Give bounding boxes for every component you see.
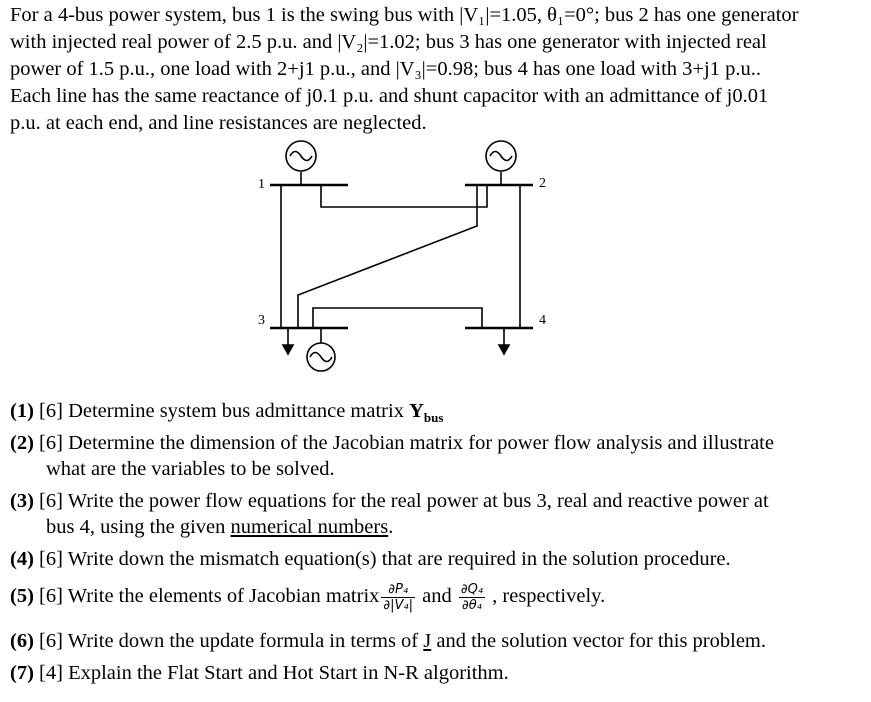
load-4-arrow-icon [499,345,509,354]
line-1-2 [321,185,487,207]
intro-line-3: power of 1.5 p.u., one load with 2+j1 p.u., and |V₃|=0.98; bus 4 has one load with 3+j1 p.u.. [10,58,761,80]
intro-line-4: Each line has the same reactance of j0.1 p.u. and shunt capacitor with an admittance of j0.01 [10,85,769,107]
bus-label-2: 2 [539,176,546,191]
question-points: [6] [39,585,63,608]
question-number: (4) [10,548,34,570]
bus-label-1: 1 [258,177,265,192]
question-number: (5) [10,585,34,608]
line-3-4 [313,308,482,328]
question-points: [4] [39,662,63,684]
intro-line-1: For a 4-bus power system, bus 1 is the swing bus with |V₁|=1.05, θ₁=0°; bus 2 has one generator [10,4,799,26]
question-points: [6] [39,400,63,422]
ybus-symbol: Y [409,400,424,422]
question-text: Explain the Flat Start and Hot Start in N-R algorithm. [68,662,509,684]
question-points: [6] [39,630,63,652]
partial-q4-theta4-fraction: $\frac{\text{∂Q₄}}{\text{∂θ₄}}$ [460,582,484,613]
question-text: Write the elements of Jacobian matrix [67,585,380,608]
load-3-arrow-icon [283,345,293,354]
question-6: (6) [6] Write down the update formula in terms of J and the solution vector for this problem. [10,630,767,652]
question-number: (2) [10,432,34,454]
question-points: [6] [39,432,63,454]
question-1 [10,398,443,431]
question-points: [6] [39,490,63,512]
intro-line-5: p.u. at each end, and line resistances are neglected. [10,112,427,134]
question-text: Determine system bus admittance matrix [68,400,410,422]
question-7 [10,660,509,686]
question-number: (3) [10,490,34,512]
question-text: Determine the dimension of the Jacobian matrix for power flow analysis and illustrate [68,432,774,454]
bus-label-4: 4 [539,313,546,328]
question-5: (5) [6] Write the elements of Jacobian matrix $\frac{\text{∂P₄}}{\text{∂|V₄|}}$ and $\frac{\text{∂Q₄}}{\text{∂θ₄}}$ , respectively. [10,582,606,613]
question-2 [10,430,774,482]
bus-label-3: 3 [258,313,265,328]
question-number: (1) [10,400,34,422]
question-text: Write down the mismatch equation(s) that are required in the solution procedure. [67,548,731,570]
question-number: (7) [10,662,34,684]
question-4 [10,546,731,572]
question-number: (6) [10,630,34,652]
partial-p4-v4-fraction: $\frac{\text{∂P₄}}{\text{∂|V₄|}}$ [383,582,413,613]
jacobian-symbol: J [423,630,432,652]
question-points: [6] [39,548,63,570]
question-continuation: bus 4, using the given numerical numbers. [46,516,394,538]
question-text: Write the power flow equations for the real power at bus 3, real and reactive power at [67,490,769,512]
intro-line-2: with injected real power of 2.5 p.u. and |V₂|=1.02; bus 3 has one generator with injected real [10,31,767,53]
question-3 [10,488,769,540]
ybus-subscript: bus [423,410,444,426]
underlined-phrase: numerical numbers [230,516,389,538]
question-continuation: what are the variables to be solved. [46,458,335,480]
